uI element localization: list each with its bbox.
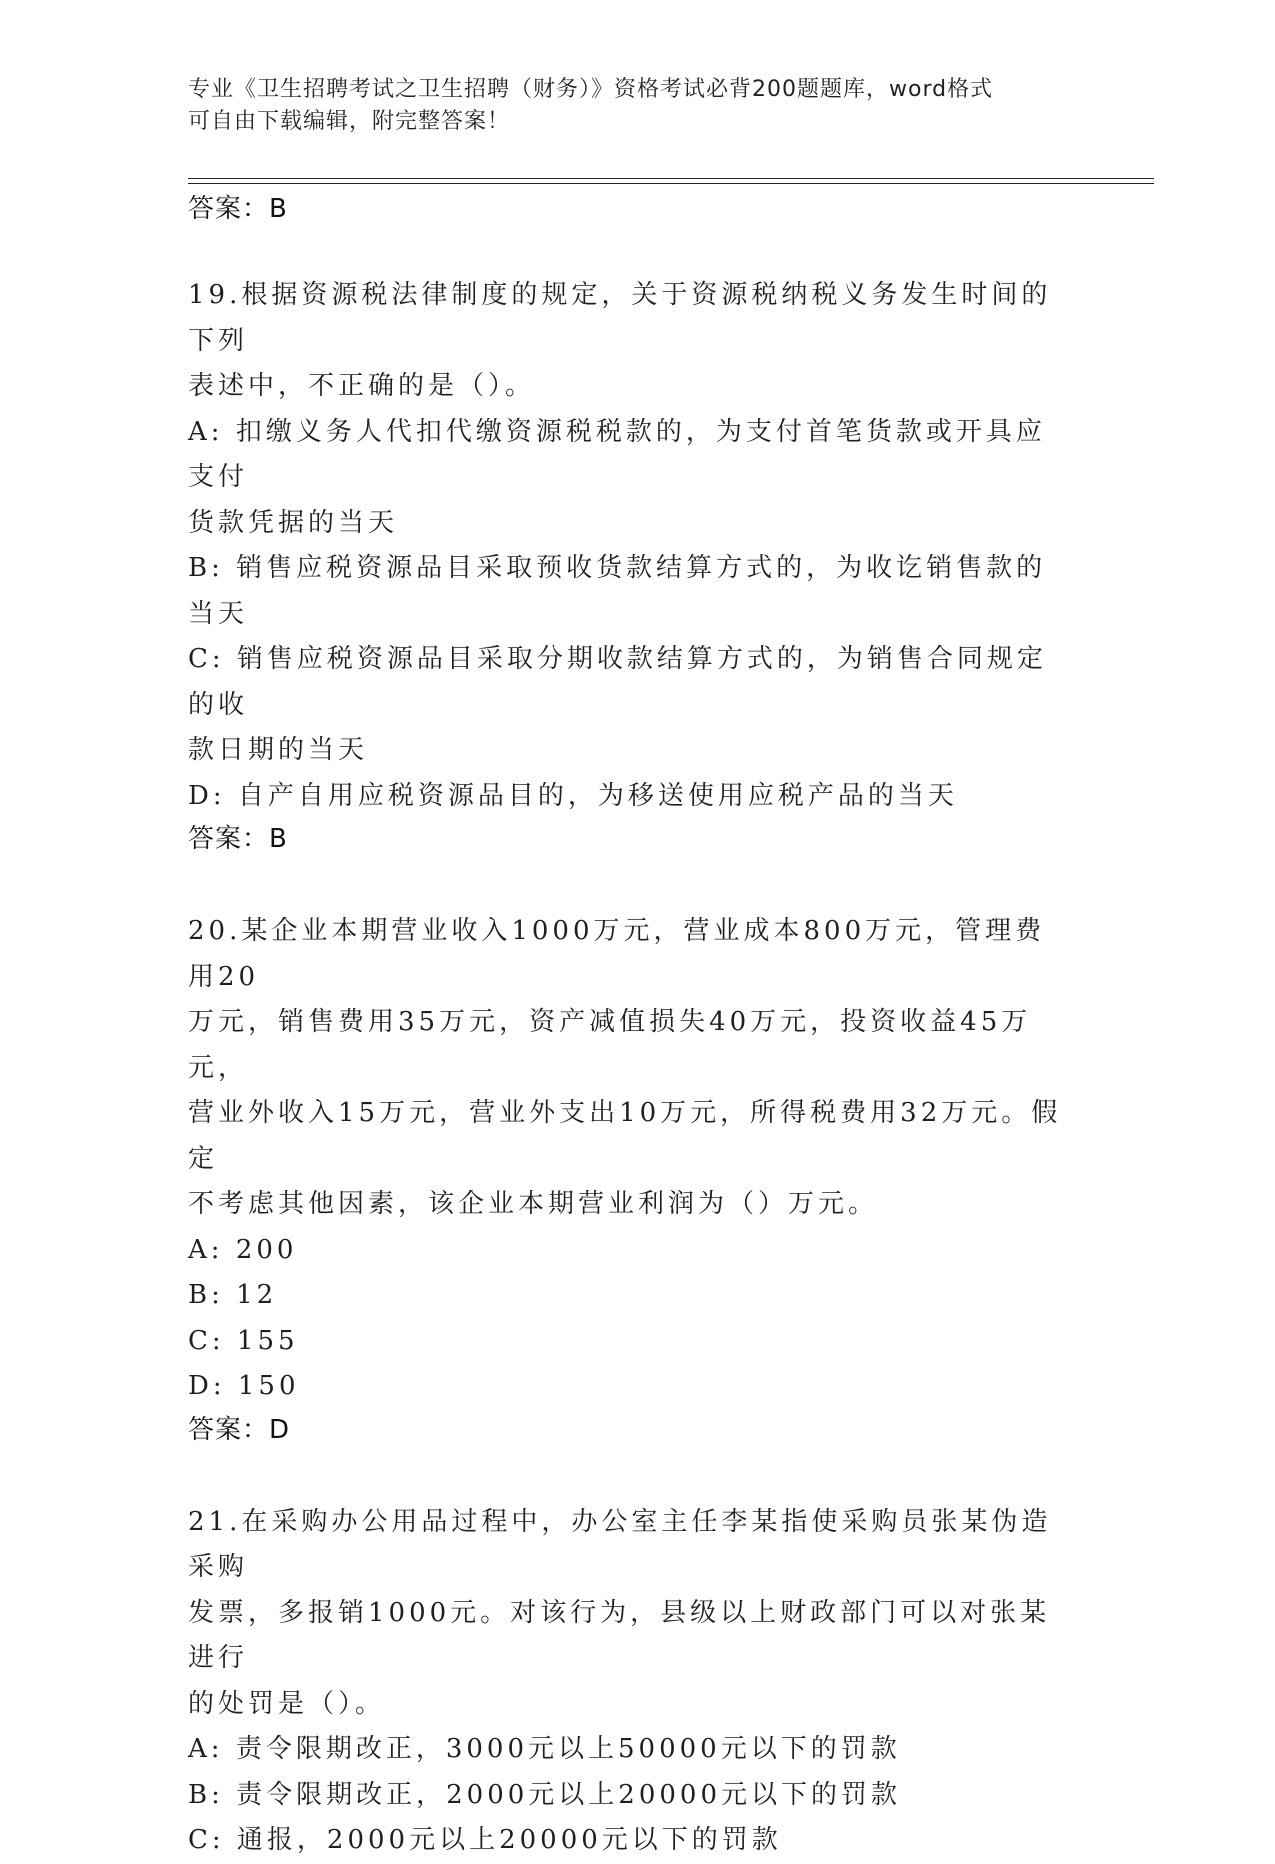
answer-value: B [269, 194, 288, 224]
question-21-line-1: 21.在采购办公用品过程中，办公室主任李某指使采购员张某伪造采购 [188, 1506, 1052, 1582]
option-key: D: [188, 1371, 226, 1401]
question-20-line-3: 营业外收入15万元，营业外支出10万元，所得税费用32万元。假定 [188, 1098, 1062, 1174]
header-line-2: 可自由下载编辑，附完整答案！ [188, 109, 511, 134]
option-text: 200 [235, 1234, 298, 1265]
option-text: 155 [236, 1325, 299, 1356]
question-19-line-2: 表述中，不正确的是（）。 [188, 371, 536, 401]
question-20-option-b [188, 1273, 1068, 1319]
question-19-option-b [188, 546, 1068, 637]
question-20-option-c [188, 1319, 1068, 1365]
option-key: B: [188, 553, 224, 583]
option-text: 150 [237, 1371, 300, 1401]
option-key: C: [188, 1825, 225, 1855]
answer-label: 答案： [188, 1414, 270, 1445]
answer-value: D [269, 1414, 291, 1445]
question-19-line-1: 19.根据资源税法律制度的规定，关于资源税纳税义务发生时间的下列 [188, 280, 1052, 356]
question-21 [188, 1500, 1068, 1864]
question-21-option-c [188, 1818, 1068, 1864]
question-21-option-b [188, 1773, 1068, 1819]
question-20-answer [188, 1412, 1068, 1448]
answer-label: 答案： [188, 824, 270, 854]
question-content [188, 191, 1068, 1864]
option-text: 责令限期改正，2000元以上20000元以下的罚款 [236, 1779, 902, 1810]
option-key: A: [188, 1734, 224, 1764]
header-line-1: 专业《卫生招聘考试之卫生招聘（财务）》资格考试必背200题题库，word格式 [188, 77, 994, 102]
question-20-line-2: 万元，销售费用35万元，资产减值损失40万元，投资收益45万元， [188, 1007, 1032, 1083]
answer-value: B [269, 824, 288, 854]
question-21-option-a [188, 1727, 1068, 1773]
option-text: 通报，2000元以上20000元以下的罚款 [236, 1825, 782, 1855]
option-key: C: [188, 644, 225, 674]
option-key: B: [188, 1779, 224, 1810]
question-20-line-1: 20.某企业本期营业收入1000万元，营业成本800万元，管理费用20 [188, 916, 1046, 992]
option-text: 自产自用应税资源品目的，为移送使用应税产品的当天 [237, 780, 958, 811]
option-text: 责令限期改正，3000元以上50000元以下的罚款 [235, 1734, 901, 1764]
question-20-option-d [188, 1364, 1068, 1410]
option-key: C: [188, 1325, 225, 1356]
header-rule-top [188, 178, 1154, 179]
option-key: A: [188, 416, 224, 447]
question-19-option-c-cont: 款日期的当天 [188, 735, 369, 765]
option-text: 销售应税资源品目采取分期收款结算方式的，为销售合同规定的收 [188, 644, 1047, 720]
question-21-line-2: 发票，多报销1000元。对该行为，县级以上财政部门可以对张某进行 [188, 1597, 1051, 1673]
answer-label: 答案： [188, 194, 270, 224]
question-20 [188, 909, 1068, 1448]
question-19 [188, 273, 1068, 857]
option-text: 12 [236, 1280, 278, 1310]
option-text: 扣缴义务人代扣代缴资源税税款的，为支付首笔货款或开具应支付 [188, 416, 1046, 492]
question-20-option-a [188, 1228, 1068, 1274]
question-19-option-a [188, 410, 1068, 501]
question-20-line-4: 不考虑其他因素，该企业本期营业利润为（）万元。 [188, 1189, 879, 1219]
answer-prev [188, 191, 1068, 227]
option-text: 销售应税资源品目采取预收货款结算方式的，为收讫销售款的当天 [188, 553, 1047, 629]
option-key: B: [188, 1280, 224, 1310]
page-header [188, 74, 1068, 138]
question-19-option-d [188, 774, 1068, 820]
question-21-line-3: 的处罚是（）。 [188, 1688, 386, 1719]
question-19-option-a-cont: 货款凭据的当天 [188, 507, 399, 538]
question-19-answer [188, 821, 1068, 857]
header-rule-bottom [188, 183, 1154, 184]
option-key: A: [188, 1234, 224, 1265]
question-19-option-c [188, 637, 1068, 728]
option-key: D: [188, 780, 226, 811]
